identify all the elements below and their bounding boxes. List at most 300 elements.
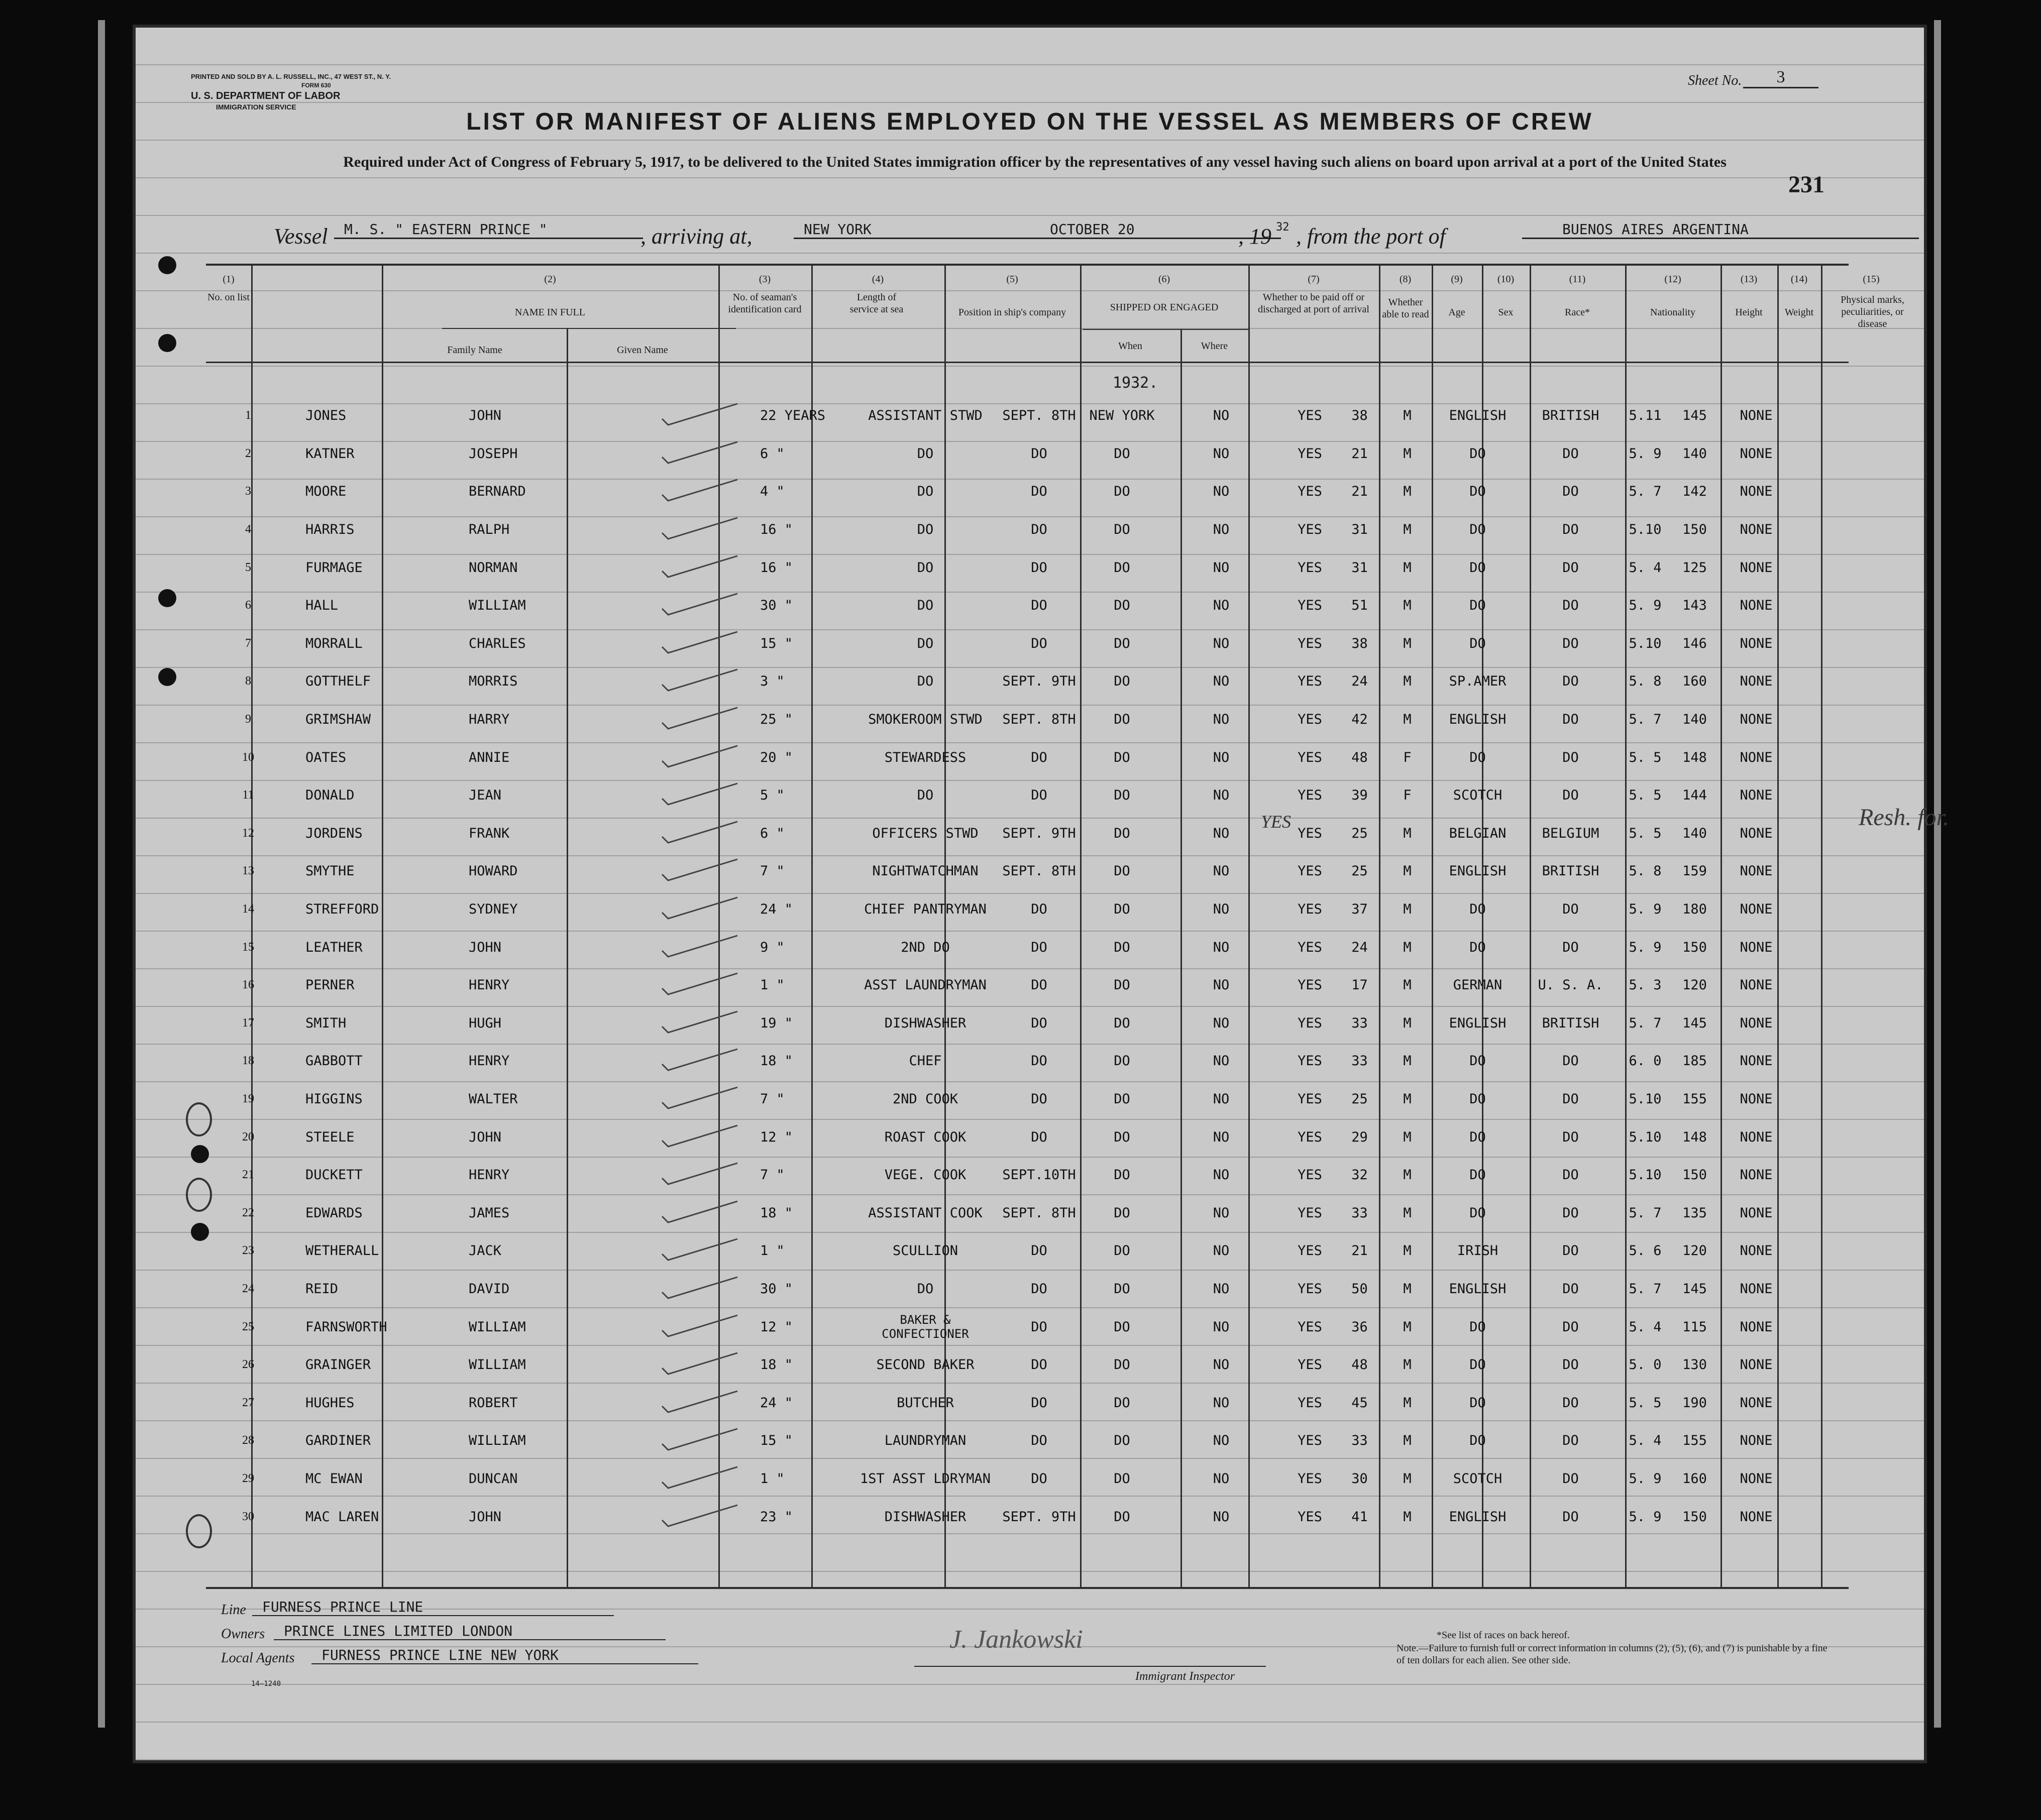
id-card-check bbox=[652, 1194, 753, 1232]
table-row bbox=[206, 815, 1796, 853]
sex: M bbox=[1403, 712, 1412, 728]
race: DO bbox=[1469, 901, 1486, 918]
given-name: JOHN bbox=[469, 408, 502, 424]
paid-off: NO bbox=[1213, 559, 1230, 576]
header-physical: Physical marks, peculiarities, or disease bbox=[1841, 294, 1904, 329]
header-position: Position in ship's company bbox=[958, 307, 1066, 318]
given-name: JOSEPH bbox=[469, 445, 518, 462]
able-to-read: YES bbox=[1298, 445, 1322, 462]
family-name: FURMAGE bbox=[305, 559, 363, 576]
shipped-when: DO bbox=[1031, 1395, 1047, 1411]
given-name: JOHN bbox=[469, 1509, 502, 1525]
shipped-when: DO bbox=[1031, 598, 1047, 614]
shipped-when: SEPT. 9TH bbox=[1002, 673, 1076, 690]
position: DO bbox=[917, 635, 934, 651]
sex: M bbox=[1403, 1357, 1412, 1373]
length-of-service: 7 " bbox=[760, 863, 785, 879]
race: IRISH bbox=[1457, 1243, 1498, 1259]
colnum: (15) bbox=[1863, 274, 1880, 285]
nationality: DO bbox=[1562, 1129, 1579, 1145]
table-row bbox=[206, 701, 1796, 739]
weight: 135 bbox=[1682, 1205, 1707, 1221]
length-of-service: 20 " bbox=[760, 749, 793, 765]
paid-off: NO bbox=[1213, 1243, 1230, 1259]
table-row bbox=[206, 966, 1796, 1004]
given-name: JOHN bbox=[469, 1129, 502, 1145]
colnum: (3) bbox=[759, 274, 771, 285]
given-name: WILLIAM bbox=[469, 598, 526, 614]
row-number: 18 bbox=[242, 1054, 254, 1068]
height: 5. 7 bbox=[1629, 712, 1662, 728]
table-row bbox=[206, 473, 1796, 511]
height: 5. 7 bbox=[1629, 1015, 1662, 1031]
position: SMOKEROOM STWD bbox=[868, 712, 983, 728]
row-number: 2 bbox=[245, 446, 251, 460]
shipped-where: DO bbox=[1114, 1015, 1130, 1031]
colnum: (5) bbox=[1006, 274, 1018, 285]
agents-label: Local Agents bbox=[221, 1650, 295, 1666]
check-mark-icon bbox=[652, 817, 747, 847]
height: 5. 8 bbox=[1629, 863, 1662, 879]
race: ENGLISH bbox=[1449, 712, 1507, 728]
nationality: DO bbox=[1562, 1509, 1579, 1525]
family-name: HARRIS bbox=[305, 522, 355, 538]
weight: 143 bbox=[1682, 598, 1707, 614]
shipped-when: SEPT. 9TH bbox=[1002, 1509, 1076, 1525]
given-name: NORMAN bbox=[469, 559, 518, 576]
family-name: HIGGINS bbox=[305, 1091, 363, 1107]
row-number: 28 bbox=[242, 1434, 254, 1447]
paid-off: NO bbox=[1213, 1129, 1230, 1145]
shipped-where: DO bbox=[1114, 901, 1130, 918]
family-name: MC EWAN bbox=[305, 1470, 363, 1487]
race: DO bbox=[1469, 559, 1486, 576]
height: 5. 7 bbox=[1629, 1281, 1662, 1297]
row-number: 8 bbox=[245, 674, 251, 688]
given-name: HENRY bbox=[469, 1053, 510, 1069]
header-no-on-list: No. on list bbox=[207, 292, 250, 303]
physical-marks: NONE bbox=[1740, 522, 1773, 538]
position: DO bbox=[917, 445, 934, 462]
id-card-check bbox=[652, 852, 753, 890]
weight: 155 bbox=[1682, 1433, 1707, 1449]
able-to-read: YES bbox=[1298, 1357, 1322, 1373]
nationality: DO bbox=[1562, 673, 1579, 690]
colnum: (8) bbox=[1399, 274, 1412, 285]
from-port: BUENOS AIRES ARGENTINA bbox=[1522, 221, 1919, 239]
shipped-where: DO bbox=[1114, 1243, 1130, 1259]
weight: 145 bbox=[1682, 408, 1707, 424]
id-card-check bbox=[652, 1270, 753, 1308]
given-name: RALPH bbox=[469, 522, 510, 538]
sex: F bbox=[1403, 787, 1412, 804]
table-row bbox=[206, 776, 1796, 815]
shipped-where: DO bbox=[1114, 673, 1130, 690]
colnum: (9) bbox=[1451, 274, 1463, 285]
inspector-signature: J. Jankowski bbox=[949, 1625, 1083, 1654]
row-number: 27 bbox=[242, 1396, 254, 1409]
able-to-read: YES bbox=[1298, 1129, 1322, 1145]
shipped-when: SEPT. 8TH bbox=[1002, 863, 1076, 879]
sex: M bbox=[1403, 522, 1412, 538]
family-name: LEATHER bbox=[305, 939, 363, 955]
weight: 190 bbox=[1682, 1395, 1707, 1411]
shipped-where: DO bbox=[1114, 1281, 1130, 1297]
weight: 144 bbox=[1682, 787, 1707, 804]
paid-off: NO bbox=[1213, 939, 1230, 955]
sex: F bbox=[1403, 749, 1412, 765]
sex: M bbox=[1403, 863, 1412, 879]
given-name: HOWARD bbox=[469, 863, 518, 879]
position: DO bbox=[917, 598, 934, 614]
weight: 150 bbox=[1682, 1167, 1707, 1183]
weight: 115 bbox=[1682, 1319, 1707, 1335]
race: DO bbox=[1469, 749, 1486, 765]
length-of-service: 12 " bbox=[760, 1319, 793, 1335]
position: DISHWASHER bbox=[884, 1509, 966, 1525]
height: 5.10 bbox=[1629, 635, 1662, 651]
nationality: DO bbox=[1562, 1470, 1579, 1487]
id-card-check bbox=[652, 1460, 753, 1498]
nationality: DO bbox=[1562, 749, 1579, 765]
height: 5. 9 bbox=[1629, 901, 1662, 918]
given-name: JEAN bbox=[469, 787, 502, 804]
shipped-where: DO bbox=[1114, 445, 1130, 462]
given-name: MORRIS bbox=[469, 673, 518, 690]
paid-off: NO bbox=[1213, 825, 1230, 841]
length-of-service: 25 " bbox=[760, 712, 793, 728]
family-name: MORRALL bbox=[305, 635, 363, 651]
age: 31 bbox=[1351, 522, 1368, 538]
paid-off: NO bbox=[1213, 673, 1230, 690]
row-number: 21 bbox=[242, 1168, 254, 1182]
position: OFFICERS STWD bbox=[872, 825, 979, 841]
able-to-read: YES bbox=[1298, 825, 1322, 841]
height: 5. 5 bbox=[1629, 1395, 1662, 1411]
family-name: GABBOTT bbox=[305, 1053, 363, 1069]
id-card-check bbox=[652, 1156, 753, 1194]
position: ASSISTANT STWD bbox=[868, 408, 983, 424]
shipped-when: DO bbox=[1031, 484, 1047, 500]
check-mark-icon bbox=[652, 1272, 747, 1302]
sex: M bbox=[1403, 1167, 1412, 1183]
id-card-check bbox=[652, 662, 753, 701]
length-of-service: 7 " bbox=[760, 1091, 785, 1107]
nationality: DO bbox=[1562, 787, 1579, 804]
row-number: 9 bbox=[245, 713, 251, 726]
given-name: JACK bbox=[469, 1243, 502, 1259]
name-subheader-rule bbox=[442, 328, 736, 329]
given-name: FRANK bbox=[469, 825, 510, 841]
paid-off: NO bbox=[1213, 408, 1230, 424]
able-to-read: YES bbox=[1298, 1015, 1322, 1031]
able-to-read: YES bbox=[1298, 1167, 1322, 1183]
shipped-when: DO bbox=[1031, 1281, 1047, 1297]
agents-value: FURNESS PRINCE LINE NEW YORK bbox=[311, 1647, 698, 1664]
row-number: 19 bbox=[242, 1092, 254, 1105]
paid-off: NO bbox=[1213, 1357, 1230, 1373]
table-row bbox=[206, 625, 1796, 663]
paid-off: NO bbox=[1213, 1509, 1230, 1525]
weight: 185 bbox=[1682, 1053, 1707, 1069]
table-row bbox=[206, 1080, 1796, 1118]
physical-marks: NONE bbox=[1740, 598, 1773, 614]
sex: M bbox=[1403, 939, 1412, 955]
check-mark-icon bbox=[652, 627, 747, 657]
given-name: HENRY bbox=[469, 977, 510, 993]
position: CHEF bbox=[909, 1053, 942, 1069]
colnum: (7) bbox=[1308, 274, 1320, 285]
position: DO bbox=[917, 484, 934, 500]
shipped-when: DO bbox=[1031, 939, 1047, 955]
height: 5. 7 bbox=[1629, 1205, 1662, 1221]
shipped-when: DO bbox=[1031, 1470, 1047, 1487]
paid-off: NO bbox=[1213, 522, 1230, 538]
header-id-card: No. of seaman's identification card bbox=[728, 292, 802, 315]
able-to-read: YES bbox=[1298, 901, 1322, 918]
shipped-where: DO bbox=[1114, 559, 1130, 576]
row-number: 29 bbox=[242, 1471, 254, 1485]
line-label: Line bbox=[221, 1602, 246, 1618]
row-number: 24 bbox=[242, 1282, 254, 1295]
position: VEGE. COOK bbox=[884, 1167, 966, 1183]
race: ENGLISH bbox=[1449, 1509, 1507, 1525]
nationality: DO bbox=[1562, 901, 1579, 918]
length-of-service: 7 " bbox=[760, 1167, 785, 1183]
family-name: REID bbox=[305, 1281, 339, 1297]
position: DO bbox=[917, 787, 934, 804]
page-edge-right bbox=[1934, 20, 1941, 1728]
race: GERMAN bbox=[1453, 977, 1502, 993]
sex: M bbox=[1403, 673, 1412, 690]
header-height: Height bbox=[1735, 307, 1763, 318]
given-name: HARRY bbox=[469, 712, 510, 728]
header-bottom-rule bbox=[206, 362, 1849, 363]
physical-marks: NONE bbox=[1740, 712, 1773, 728]
height: 5. 8 bbox=[1629, 673, 1662, 690]
id-card-check bbox=[652, 776, 753, 815]
page-edge-left bbox=[98, 20, 105, 1728]
family-name: EDWARDS bbox=[305, 1205, 363, 1221]
able-to-read: YES bbox=[1298, 484, 1322, 500]
physical-marks: NONE bbox=[1740, 1509, 1773, 1525]
id-card-check bbox=[652, 625, 753, 663]
shipped-when: DO bbox=[1031, 1357, 1047, 1373]
shipped-when: DO bbox=[1031, 1319, 1047, 1335]
race: ENGLISH bbox=[1449, 408, 1507, 424]
physical-marks: NONE bbox=[1740, 635, 1773, 651]
manifest-page bbox=[136, 28, 1949, 1760]
sex: M bbox=[1403, 1281, 1412, 1297]
age: 21 bbox=[1351, 445, 1368, 462]
page-number: 231 bbox=[1788, 171, 1824, 198]
header-read: Whether able to read bbox=[1382, 297, 1429, 320]
nationality: DO bbox=[1562, 1319, 1579, 1335]
physical-marks: NONE bbox=[1740, 1319, 1773, 1335]
length-of-service: 23 " bbox=[760, 1509, 793, 1525]
paid-off: NO bbox=[1213, 1091, 1230, 1107]
sex: M bbox=[1403, 1470, 1412, 1487]
race: ENGLISH bbox=[1449, 1015, 1507, 1031]
shipped-when: SEPT. 8TH bbox=[1002, 1205, 1076, 1221]
physical-marks: NONE bbox=[1740, 1357, 1773, 1373]
vessel-name: M. S. " EASTERN PRINCE " bbox=[334, 221, 643, 239]
race: DO bbox=[1469, 445, 1486, 462]
table-row bbox=[206, 1346, 1796, 1384]
able-to-read: YES bbox=[1298, 749, 1322, 765]
owners-label: Owners bbox=[221, 1626, 265, 1642]
family-name: DONALD bbox=[305, 787, 355, 804]
sex: M bbox=[1403, 1319, 1412, 1335]
sex: M bbox=[1403, 484, 1412, 500]
sheet-label: Sheet No. bbox=[1688, 73, 1742, 88]
table-row bbox=[206, 1004, 1796, 1043]
table-row bbox=[206, 852, 1796, 890]
weight: 155 bbox=[1682, 1091, 1707, 1107]
physical-marks: NONE bbox=[1740, 484, 1773, 500]
age: 25 bbox=[1351, 863, 1368, 879]
nationality: DO bbox=[1562, 598, 1579, 614]
able-to-read: YES bbox=[1298, 1205, 1322, 1221]
check-mark-icon bbox=[652, 1310, 747, 1340]
length-of-service: 12 " bbox=[760, 1129, 793, 1145]
table-row bbox=[206, 890, 1796, 929]
sex: M bbox=[1403, 408, 1412, 424]
physical-marks: NONE bbox=[1740, 749, 1773, 765]
check-mark-icon bbox=[652, 741, 747, 771]
height: 5. 6 bbox=[1629, 1243, 1662, 1259]
physical-marks: NONE bbox=[1740, 977, 1773, 993]
nationality: BELGIUM bbox=[1542, 825, 1599, 841]
length-of-service: 30 " bbox=[760, 598, 793, 614]
weight: 146 bbox=[1682, 635, 1707, 651]
height: 5. 5 bbox=[1629, 749, 1662, 765]
shipped-where: NEW YORK bbox=[1089, 408, 1155, 424]
height: 5. 9 bbox=[1629, 939, 1662, 955]
physical-marks: NONE bbox=[1740, 1243, 1773, 1259]
shipped-when: DO bbox=[1031, 445, 1047, 462]
able-to-read: YES bbox=[1298, 598, 1322, 614]
physical-marks: NONE bbox=[1740, 408, 1773, 424]
given-name: HENRY bbox=[469, 1167, 510, 1183]
paid-off: NO bbox=[1213, 901, 1230, 918]
position: LAUNDRYMAN bbox=[884, 1433, 966, 1449]
note-races: *See list of races on back hereof. bbox=[1437, 1630, 1570, 1641]
colnum: (6) bbox=[1158, 274, 1170, 285]
weight: 140 bbox=[1682, 712, 1707, 728]
header-shipped: SHIPPED OR ENGAGED bbox=[1110, 302, 1219, 313]
paid-off: NO bbox=[1213, 1395, 1230, 1411]
race: DO bbox=[1469, 522, 1486, 538]
length-of-service: 15 " bbox=[760, 1433, 793, 1449]
age: 25 bbox=[1351, 825, 1368, 841]
nationality: U. S. A. bbox=[1538, 977, 1603, 993]
race: DO bbox=[1469, 1319, 1486, 1335]
race: BELGIAN bbox=[1449, 825, 1507, 841]
check-mark-icon bbox=[652, 513, 747, 543]
shipped-when: DO bbox=[1031, 1129, 1047, 1145]
physical-marks: NONE bbox=[1740, 559, 1773, 576]
shipped-when: DO bbox=[1031, 1053, 1047, 1069]
table-bottom-rule bbox=[206, 1587, 1849, 1589]
length-of-service: 24 " bbox=[760, 1395, 793, 1411]
age: 17 bbox=[1351, 977, 1368, 993]
nationality: DO bbox=[1562, 939, 1579, 955]
physical-marks: NONE bbox=[1740, 1205, 1773, 1221]
paid-off: NO bbox=[1213, 1319, 1230, 1335]
weight: 120 bbox=[1682, 977, 1707, 993]
given-name: DUNCAN bbox=[469, 1470, 518, 1487]
able-to-read: YES bbox=[1298, 1281, 1322, 1297]
sex: M bbox=[1403, 598, 1412, 614]
height: 5.10 bbox=[1629, 1167, 1662, 1183]
nationality: DO bbox=[1562, 635, 1579, 651]
row-number: 4 bbox=[245, 523, 251, 536]
position: STEWARDESS bbox=[884, 749, 966, 765]
shipped-when: DO bbox=[1031, 1243, 1047, 1259]
family-name: MOORE bbox=[305, 484, 347, 500]
position: BAKER & CONFECTIONER bbox=[882, 1313, 969, 1341]
shipped-where: DO bbox=[1114, 598, 1130, 614]
shipped-where: DO bbox=[1114, 1091, 1130, 1107]
age: 33 bbox=[1351, 1053, 1368, 1069]
paid-off: NO bbox=[1213, 1053, 1230, 1069]
check-mark-icon bbox=[652, 589, 747, 619]
age: 21 bbox=[1351, 1243, 1368, 1259]
age: 48 bbox=[1351, 749, 1368, 765]
position: 1ST ASST LDRYMAN bbox=[860, 1470, 991, 1487]
length-of-service: 18 " bbox=[760, 1357, 793, 1373]
check-mark-icon bbox=[652, 854, 747, 884]
age: 33 bbox=[1351, 1205, 1368, 1221]
id-card-check bbox=[652, 701, 753, 739]
height: 5. 4 bbox=[1629, 559, 1662, 576]
shipped-where: DO bbox=[1114, 787, 1130, 804]
able-to-read: YES bbox=[1298, 712, 1322, 728]
physical-marks: NONE bbox=[1740, 1470, 1773, 1487]
able-to-read: YES bbox=[1298, 1053, 1322, 1069]
header-given-name: Given Name bbox=[617, 345, 668, 356]
race: ENGLISH bbox=[1449, 1281, 1507, 1297]
family-name: PERNER bbox=[305, 977, 355, 993]
length-of-service: 1 " bbox=[760, 977, 785, 993]
check-mark-icon bbox=[652, 1082, 747, 1112]
nationality: DO bbox=[1562, 1243, 1579, 1259]
weight: 140 bbox=[1682, 825, 1707, 841]
column-rule bbox=[1821, 264, 1822, 1587]
physical-marks: NONE bbox=[1740, 1091, 1773, 1107]
family-name: FARNSWORTH bbox=[305, 1319, 387, 1335]
id-card-check bbox=[652, 1118, 753, 1156]
family-name: GOTTHELF bbox=[305, 673, 371, 690]
paid-off: NO bbox=[1213, 1470, 1230, 1487]
weight: 150 bbox=[1682, 939, 1707, 955]
height: 5. 4 bbox=[1629, 1433, 1662, 1449]
able-to-read: YES bbox=[1298, 1319, 1322, 1335]
weight: 159 bbox=[1682, 863, 1707, 879]
binder-hole bbox=[158, 589, 176, 607]
colnum: (4) bbox=[872, 274, 884, 285]
header-name-in-full: NAME IN FULL bbox=[515, 307, 585, 318]
age: 30 bbox=[1351, 1470, 1368, 1487]
binder-hole bbox=[158, 334, 176, 352]
given-name: JOHN bbox=[469, 939, 502, 955]
check-mark-icon bbox=[652, 1500, 747, 1530]
position: DO bbox=[917, 1281, 934, 1297]
row-number: 5 bbox=[245, 560, 251, 574]
length-of-service: 6 " bbox=[760, 825, 785, 841]
able-to-read: YES bbox=[1298, 863, 1322, 879]
